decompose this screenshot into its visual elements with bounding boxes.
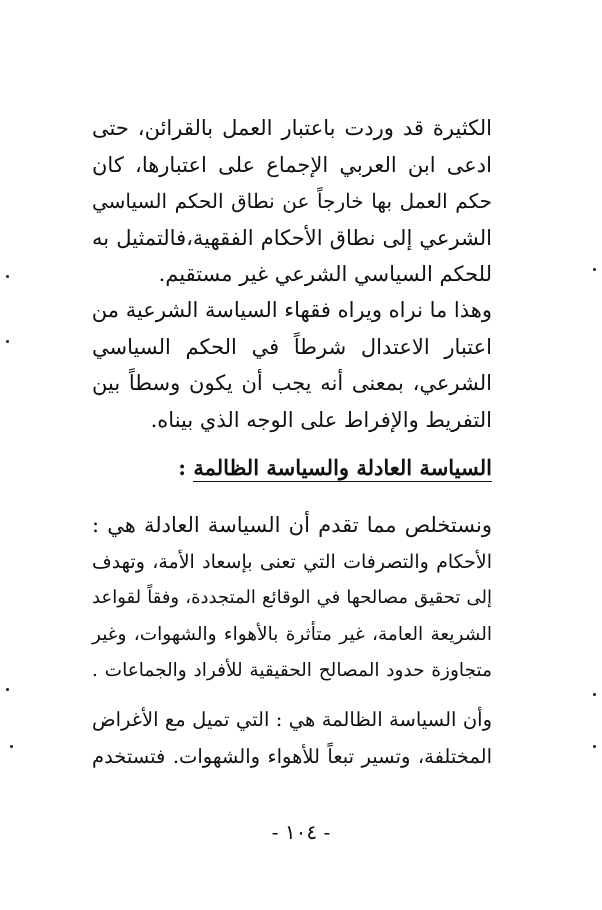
text-line: وأن السياسة الظالمة هي : التي تميل مع الأغراض — [92, 708, 492, 731]
text-line: حكم العمل بها خارجاً عن نطاق الحكم السياسي — [92, 189, 492, 213]
text-line: الشرعي إلى نطاق الأحكام الفقهية،فالتمثيل به — [92, 225, 492, 250]
section-heading-title: السياسة العادلة والسياسة الظالمة — [193, 455, 492, 480]
text-line: الشريعة العامة، غير متأثرة بالأهواء والشهوات، وغير — [92, 623, 492, 645]
text-line: الشرعي، بمعنى أنه يجب أن يكون وسطاً بين — [92, 371, 492, 395]
scan-speck-mark — [6, 340, 9, 343]
text-line: للحكم السياسي الشرعي غير مستقيم. — [158, 262, 492, 286]
section-heading-colon: : — [178, 455, 187, 480]
page-number: - ١٠٤ - — [271, 820, 331, 844]
paragraph-2 — [92, 292, 492, 438]
paragraph-3 — [92, 507, 492, 690]
scan-speck-mark — [6, 275, 9, 278]
text-line: ادعى ابن العربي الإجماع على اعتبارها، كان — [92, 152, 492, 177]
scan-speck-mark — [593, 268, 596, 271]
paragraph-4 — [92, 702, 492, 775]
text-line: وهذا ما نراه ويراه فقهاء السياسة الشرعية من — [91, 298, 492, 322]
scan-speck-mark — [10, 745, 13, 748]
scan-speck-mark — [593, 745, 596, 748]
text-line: إلى تحقيق مصالحها في الوقائع المتجددة، وفقاً لقواعد — [92, 587, 492, 608]
text-line: التفريط والإفراط على الوجه الذي بيناه. — [150, 407, 492, 432]
text-line: اعتبار الاعتدال شرطاً في الحكم السياسي — [92, 334, 492, 359]
paragraph-1 — [92, 110, 492, 293]
section-heading — [92, 450, 492, 486]
text-line: الكثيرة قد وردت باعتبار العمل بالقرائن، حتى — [92, 116, 492, 140]
text-line: المختلفة، وتسير تبعاً للأهواء والشهوات. فتستخدم — [92, 744, 492, 768]
scan-speck-mark — [6, 688, 9, 691]
text-line: ونستخلص مما تقدم أن السياسة العادلة هي : — [92, 513, 492, 537]
text-line: متجاوزة حدود المصالح الحقيقية للأفراد والجماعات . — [92, 660, 492, 681]
text-line: الأحكام والتصرفات التي تعنى بإسعاد الأمة، وتهدف — [92, 550, 492, 573]
scan-speck-mark — [593, 693, 596, 696]
